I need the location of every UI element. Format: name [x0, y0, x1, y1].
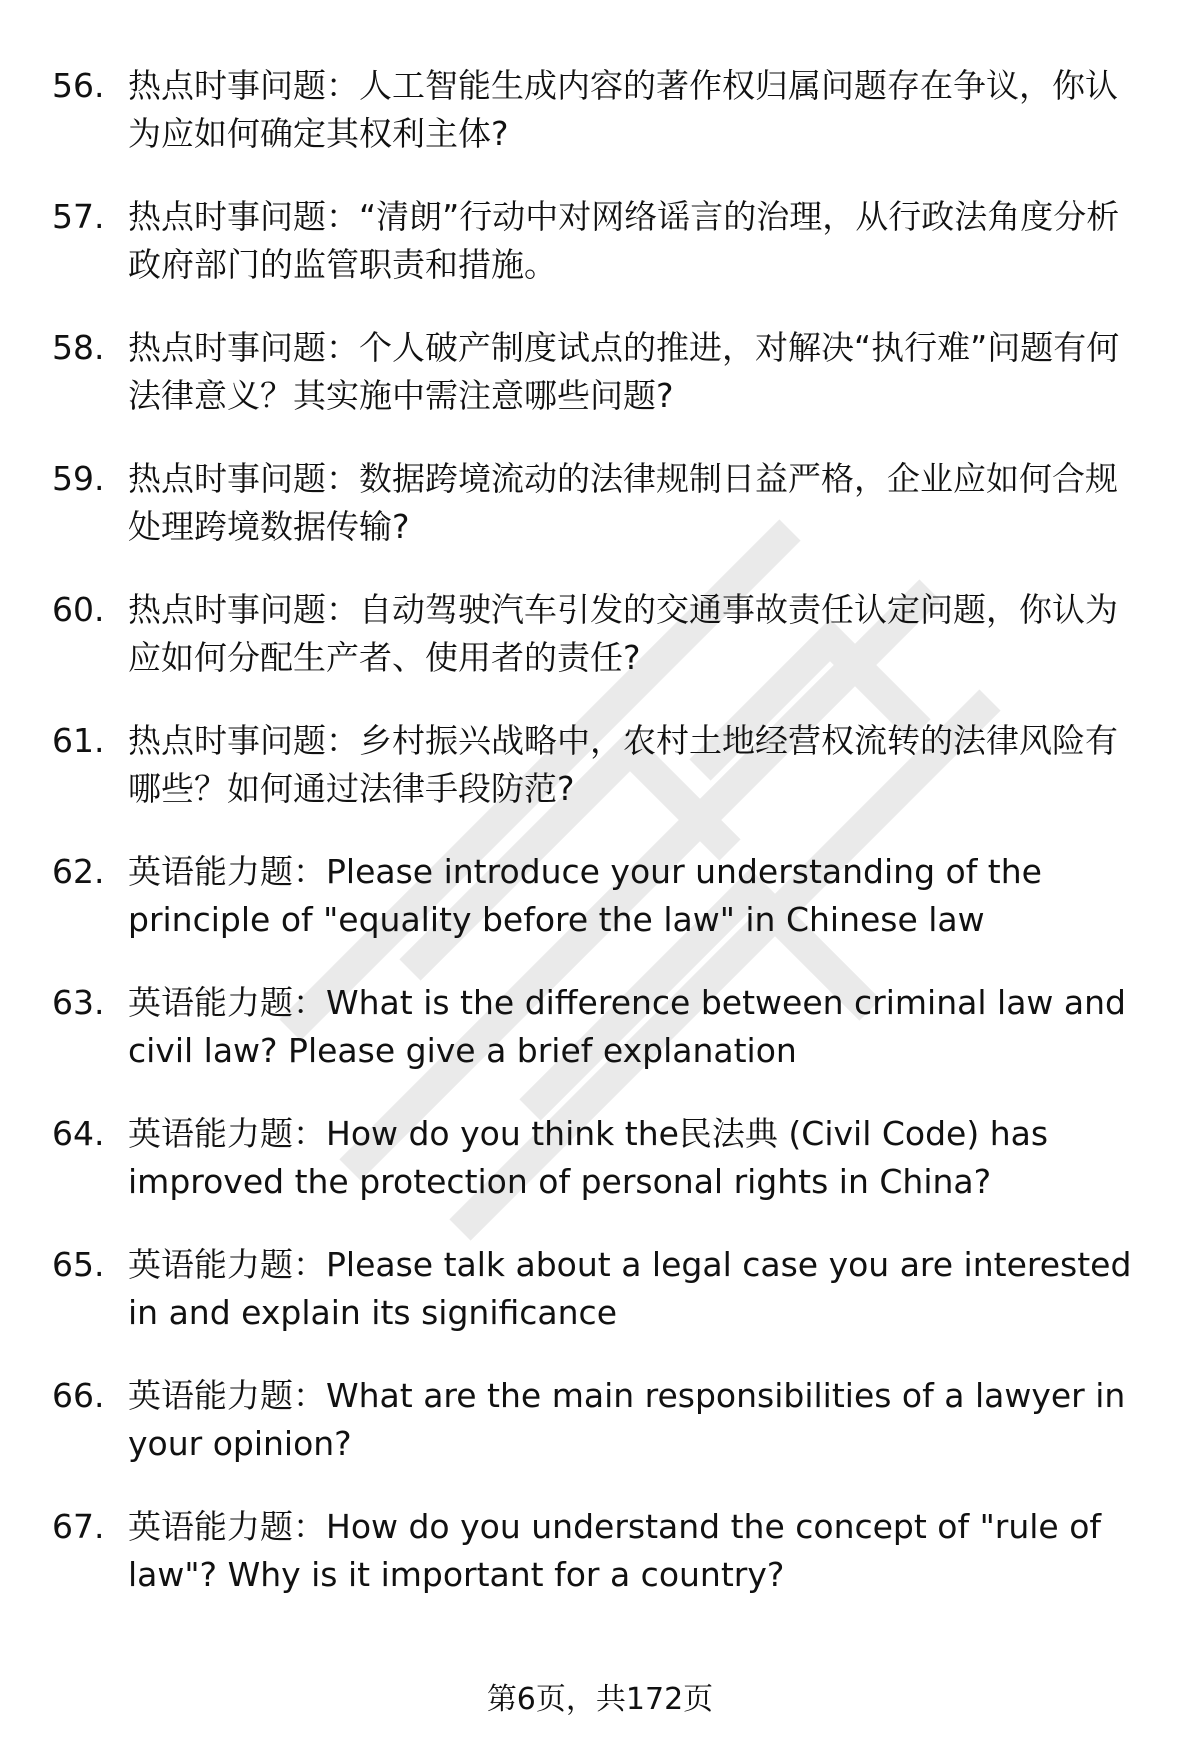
question-item: [52, 455, 1142, 551]
question-item: [52, 848, 1142, 944]
question-number: 58.: [52, 328, 105, 367]
question-number: 61.: [52, 721, 105, 760]
question-number: 56.: [52, 66, 105, 105]
question-item: [52, 62, 1142, 158]
question-number: 60.: [52, 590, 105, 629]
question-text: 英语能力题：How do you understand the concept of "rule of law"? Why is it important for a country?: [128, 1507, 1102, 1594]
question-number: 64.: [52, 1114, 105, 1153]
question-text: 热点时事问题：数据跨境流动的法律规制日益严格，企业应如何合规处理跨境数据传输?: [128, 459, 1118, 546]
question-item: [52, 1241, 1142, 1337]
question-list: [52, 62, 1142, 1634]
question-item: [52, 717, 1142, 813]
question-item: [52, 324, 1142, 420]
question-text: 热点时事问题：个人破产制度试点的推进，对解决“执行难”问题有何法律意义？其实施中需注意哪些问题?: [128, 328, 1120, 415]
question-number: 63.: [52, 983, 105, 1022]
question-item: [52, 193, 1142, 289]
question-number: 66.: [52, 1376, 105, 1415]
question-text: 英语能力题：Please talk about a legal case you are interested in and explain its significance: [128, 1245, 1132, 1332]
question-text: 热点时事问题：自动驾驶汽车引发的交通事故责任认定问题，你认为应如何分配生产者、使用者的责任?: [128, 590, 1118, 677]
question-number: 65.: [52, 1245, 105, 1284]
question-item: [52, 1110, 1142, 1206]
question-number: 57.: [52, 197, 105, 236]
question-text: 英语能力题：What are the main responsibilities of a lawyer in your opinion?: [128, 1376, 1126, 1463]
question-text: 英语能力题：Please introduce your understanding of the principle of "equality before the law" in Chinese law: [128, 852, 1042, 939]
question-item: [52, 1372, 1142, 1468]
question-number: 67.: [52, 1507, 105, 1546]
question-text: 热点时事问题：“清朗”行动中对网络谣言的治理，从行政法角度分析政府部门的监管职责和措施。: [128, 197, 1120, 284]
question-number: 62.: [52, 852, 105, 891]
question-item: [52, 979, 1142, 1075]
question-text: 热点时事问题：乡村振兴战略中，农村土地经营权流转的法律风险有哪些？如何通过法律手段防范?: [128, 721, 1118, 808]
question-item: [52, 586, 1142, 682]
question-text: 英语能力题：How do you think the民法典 (Civil Code) has improved the protection of personal rights in China?: [128, 1114, 1049, 1201]
question-item: [52, 1503, 1142, 1599]
question-number: 59.: [52, 459, 105, 498]
question-text: 热点时事问题：人工智能生成内容的著作权归属问题存在争议，你认为应如何确定其权利主体?: [128, 66, 1118, 153]
page-number-footer: 第6页，共172页: [486, 1682, 714, 1717]
question-text: 英语能力题：What is the difference between criminal law and civil law? Please give a brief explanation: [128, 983, 1126, 1070]
